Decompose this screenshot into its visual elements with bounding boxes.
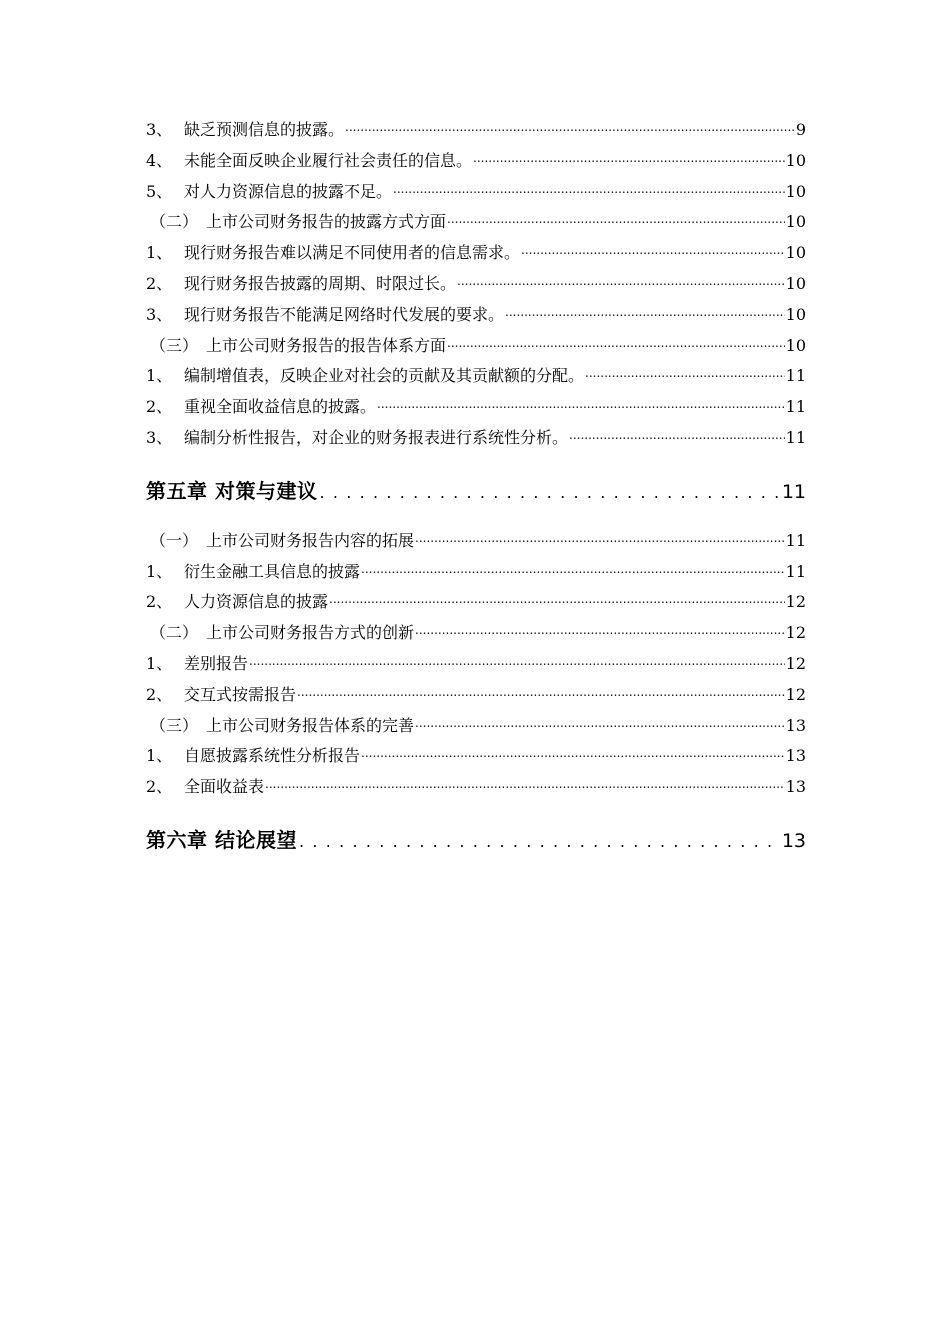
section-number: （二） [150,623,199,643]
entry-number: 3、 [146,427,173,447]
page-number: 13 [785,715,806,735]
page-number: 10 [785,150,806,170]
entry-title: 交互式按需报告 [184,684,297,704]
dot-leader [447,203,785,235]
dot-leader [505,296,785,328]
entry-number: 2、 [146,397,173,417]
entry-number: 5、 [146,181,173,201]
chapter-5-entry[interactable] [146,476,806,506]
dot-leader [329,583,785,615]
chapter-6-entry[interactable] [146,825,806,855]
page-number: 11 [785,366,806,386]
dot-leader [249,645,785,677]
entry-title: 重视全面收益信息的披露。 [184,397,377,417]
page-number: 10 [785,304,806,324]
dot-leader [265,768,785,800]
chapter-title: 第五章 对策与建议 [146,478,318,503]
dot-leader [297,676,785,708]
page-number: 11 [781,480,806,503]
chapter-title: 第六章 结论展望 [146,827,297,852]
page-number: 12 [785,623,806,643]
dot-leader [447,327,785,359]
page-number: 12 [785,653,806,673]
entry-number: 2、 [146,684,173,704]
entry-number: 1、 [146,653,173,673]
dot-leader [319,476,777,508]
page-number: 9 [795,120,806,139]
entry-title: 上市公司财务报告方式的创新 [206,623,415,643]
toc-group-1 [146,115,806,454]
section-number: （二） [150,212,199,232]
toc-group-2 [146,526,806,803]
toc-entry[interactable] [146,423,806,454]
entry-title: 对人力资源信息的披露不足。 [184,181,393,201]
entry-number: 1、 [146,366,173,386]
page-number: 10 [785,273,806,293]
entry-title: 上市公司财务报告体系的完善 [206,715,415,735]
entry-number: 3、 [146,120,173,139]
page-number: 13 [781,829,806,852]
entry-title: 自愿披露系统性分析报告 [184,746,361,766]
entry-number: 2、 [146,777,173,797]
entry-title: 现行财务报告披露的周期、时限过长。 [184,273,457,293]
entry-number: 4、 [146,150,173,170]
table-of-contents [146,115,806,855]
entry-title: 差别报告 [184,653,249,673]
dot-leader [415,614,785,646]
entry-title: 编制增值表，反映企业对社会的贡献及其贡献额的分配。 [184,366,585,386]
dot-leader [299,825,778,857]
page-number: 12 [785,684,806,704]
entry-title: 缺乏预测信息的披露。 [184,120,345,139]
entry-title: 现行财务报告不能满足网络时代发展的要求。 [184,304,505,324]
page-number: 13 [785,777,806,797]
dot-leader [361,737,785,769]
entry-title: 未能全面反映企业履行社会责任的信息。 [184,150,473,170]
entry-title: 上市公司财务报告的披露方式方面 [206,212,447,232]
page-number: 10 [785,212,806,232]
page-number: 11 [785,397,806,417]
entry-number: 2、 [146,273,173,293]
page-number: 11 [785,530,806,550]
dot-leader [457,265,785,297]
entry-title: 全面收益表 [184,777,265,797]
dot-leader [415,707,785,739]
entry-number: 1、 [146,746,173,766]
page-number: 10 [785,243,806,263]
entry-title: 现行财务报告难以满足不同使用者的信息需求。 [184,243,521,263]
entry-title: 编制分析性报告，对企业的财务报表进行系统性分析。 [184,427,569,447]
section-number: （三） [150,715,199,735]
entry-number: 3、 [146,304,173,324]
dot-leader [415,522,785,554]
section-number: （一） [150,530,199,550]
dot-leader [361,553,785,585]
dot-leader [585,357,785,389]
dot-leader [393,173,785,205]
dot-leader [569,419,785,451]
page-number: 12 [785,592,806,612]
page-number: 10 [785,335,806,355]
dot-leader [521,234,785,266]
page-number: 11 [785,427,806,447]
entry-title: 人力资源信息的披露 [184,592,329,612]
dot-leader [377,388,785,420]
section-number: （三） [150,335,199,355]
entry-title: 上市公司财务报告内容的拓展 [206,530,415,550]
entry-number: 1、 [146,561,173,581]
entry-title: 上市公司财务报告的报告体系方面 [206,335,447,355]
entry-title: 衍生金融工具信息的披露 [184,561,361,581]
toc-entry[interactable] [146,772,806,803]
page-number: 11 [785,561,806,581]
page-number: 10 [785,181,806,201]
page-number: 13 [785,746,806,766]
entry-number: 1、 [146,243,173,263]
entry-number: 2、 [146,592,173,612]
dot-leader [473,142,785,174]
dot-leader [345,111,795,143]
